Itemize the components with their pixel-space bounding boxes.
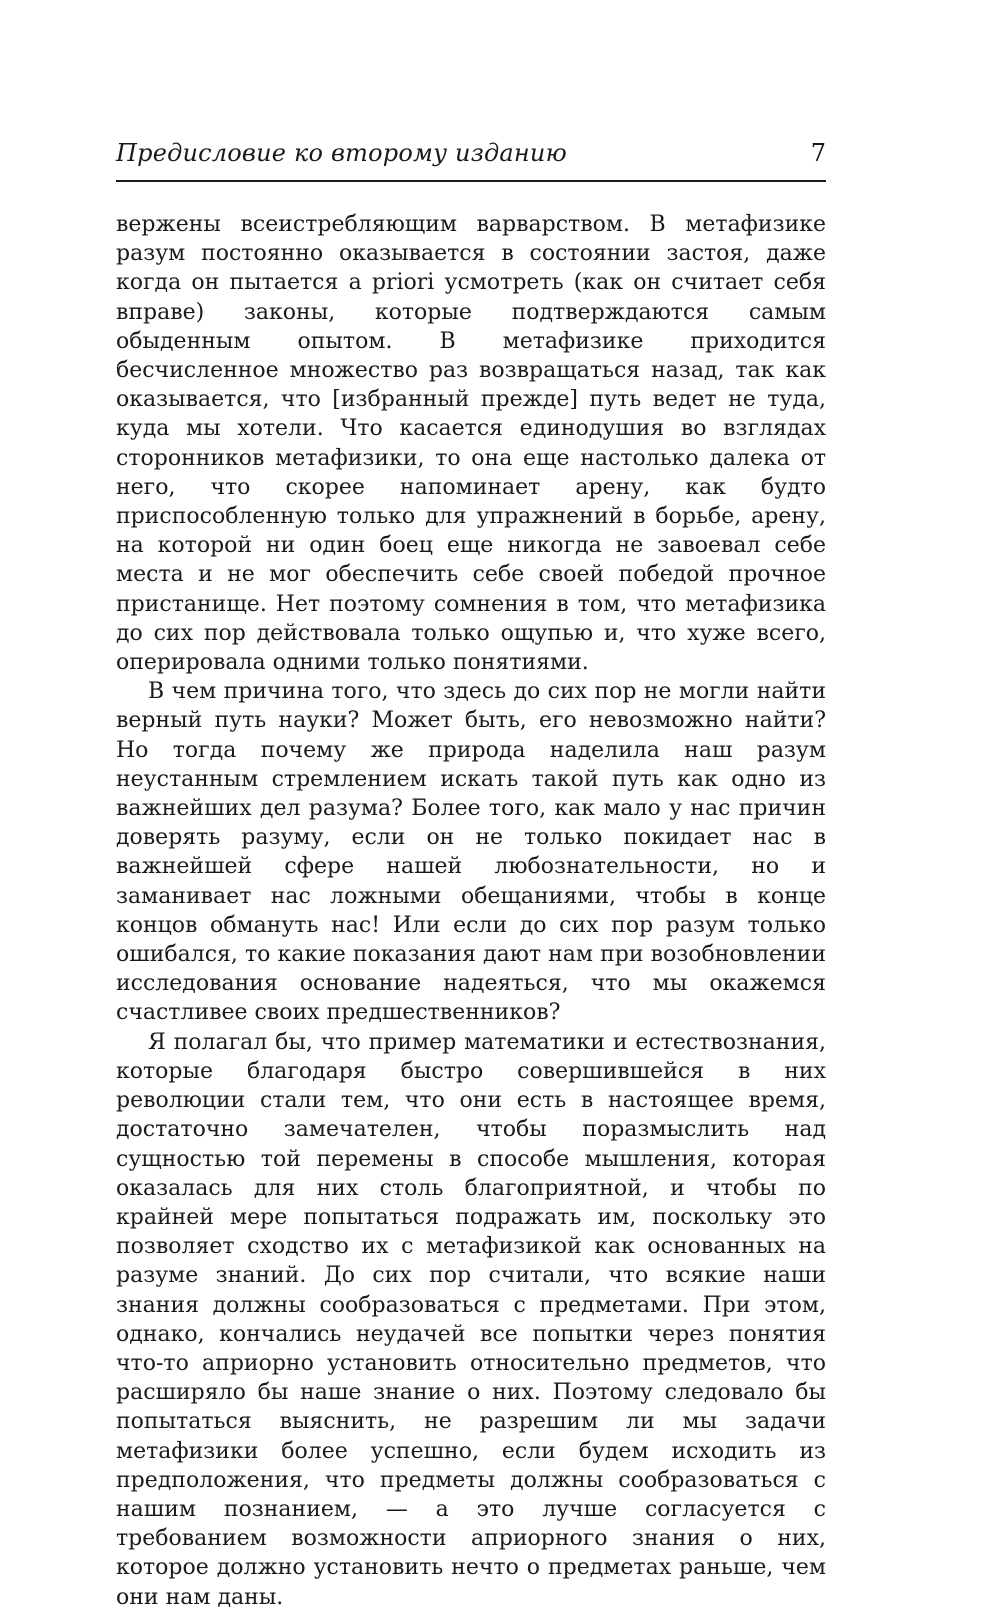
body-text — [116, 210, 826, 1612]
paragraph: Я полагал бы, что пример математики и естествознания, которые благодаря быстро совершившейся в них революции стали тем, что они есть в настоящее время, достаточно замечателен, чтобы поразмыслить над сущностью той перемены в способе мышления, которая оказалась для них столь благоприятной, и чтобы по крайней мере попытаться подражать им, поскольку это позволяет сходство их с метафизикой как основанных на разуме знаний. До сих пор считали, что всякие наши знания должны сообразоваться с предметами. При этом, однако, кончались неудачей все попытки через понятия что-то априорно установить относительно предметов, что расширяло бы наше знание о них. Поэтому следовало бы попытаться выяснить, не разрешим ли мы задачи метафизики более успешно, если будем исходить из предположения, что предметы должны сообразоваться с нашим познанием, — а это лучше согласуется с требованием возможности априорного знания о них, которое должно установить нечто о предметах раньше, чем они нам даны. — [116, 1029, 826, 1610]
running-head — [116, 136, 826, 176]
paragraph: В чем причина того, что здесь до сих пор не могли найти верный путь науки? Может быть, его невозможно найти? Но тогда почему же природа наделила наш разум неустанным стремлением искать такой путь как одно из важнейших дел разума? Более того, как мало у нас причин доверять разуму, если он не только покидает нас в важнейшей сфере нашей любознательности, но и заманивает нас ложными обещаниями, чтобы в конце концов обмануть нас! Или если до сих пор разум только ошибался, то какие показания дают нам при возобновлении исследования основание надеяться, что мы окажемся счастливее своих предшественников? — [116, 679, 826, 1026]
paragraph-continuation: вержены всеистребляющим варварством. В метафизике разум постоянно оказывается в состоянии застоя, даже когда он пытается a priori усмотреть (как он считает себя вправе) законы, которые подтверждаются самым обыденным опытом. В метафизике приходится бесчисленное множество раз возвращаться назад, так как оказывается, что [избранный прежде] путь ведет не туда, куда мы хотели. Что касается единодушия во взглядах сторонников метафизики, то она еще настолько далека от него, что скорее напоминает арену, как будто приспособленную только для упражнений в борьбе, арену, на которой ни один боец еще никогда не завоевал себе места и не мог обеспечить себе своей победой прочное пристанище. Нет поэтому сомнения в том, что метафизика до сих пор действовала только ощупью и, что хуже всего, оперировала одними только понятиями. — [116, 212, 826, 676]
running-title: Предисловие ко второму изданию — [116, 139, 567, 167]
page-number: 7 — [810, 139, 826, 167]
header-rule — [116, 180, 826, 182]
